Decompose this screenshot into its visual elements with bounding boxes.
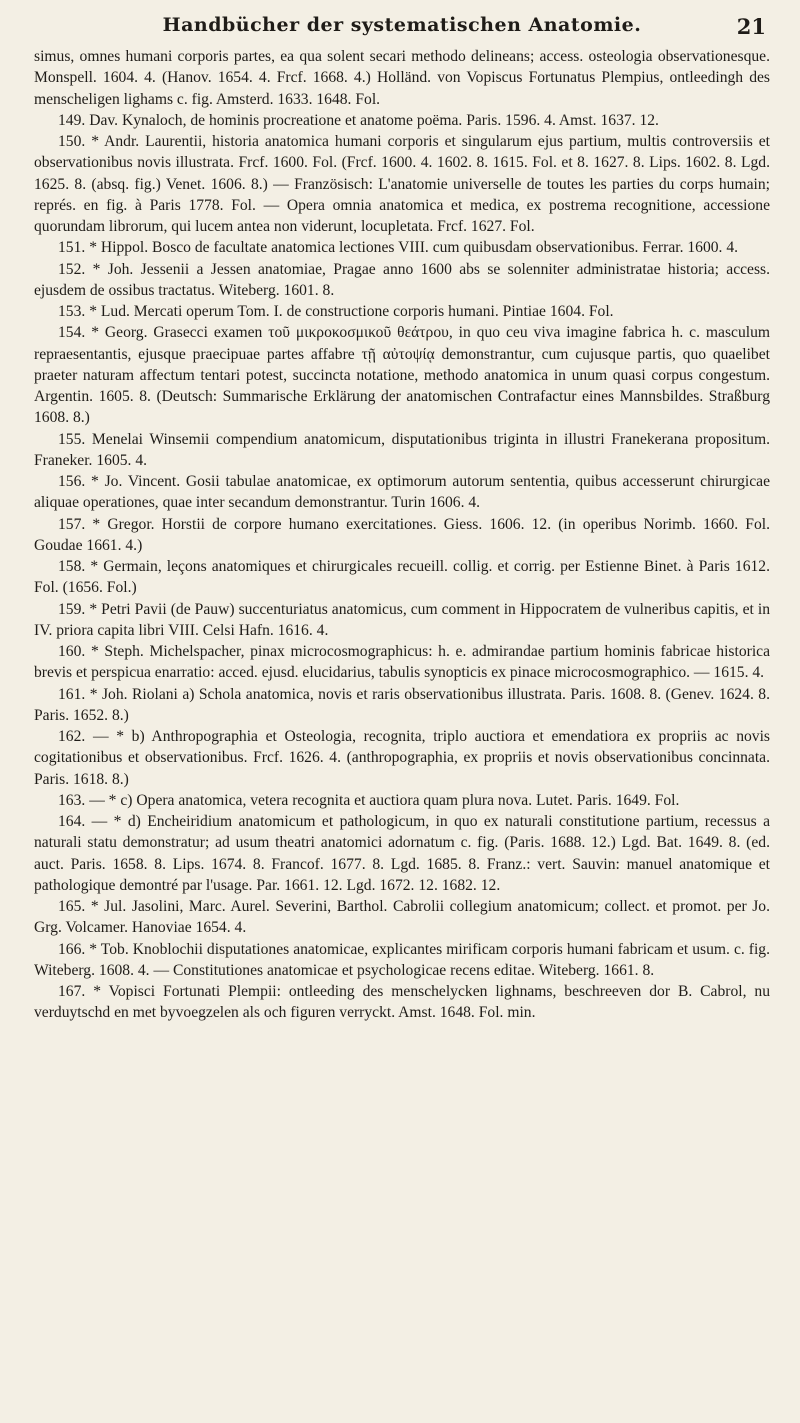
bibliography-entry: 155. Menelai Winsemii compendium anatomicum, disputationibus triginta in illustri Franekerana propositum. Franeker. 1605. 4. [34,430,770,469]
bibliography-entry: 160. * Steph. Michelspacher, pinax microcosmographicus: h. e. admirandae partium hominis fabricae historica brevis et perspicua enarratio: acced. ejusd. elucidarius, tabulis synopticis ex pinace microcosmographico. — 1615. 4. [34,643,770,682]
bibliography-entry: 167. * Vopisci Fortunati Plempii: ontleeding des menschelycken lighnams, beschreeven dor B. Cabrol, nu verduytschd en met byvoegzelen als och figuren verryckt. Amst. 1648. Fol. min. [34,983,770,1022]
bibliography-entry: 159. * Petri Pavii (de Pauw) succenturiatus anatomicus, cum comment in Hippocratem de vulneribus capitis, et in IV. priora capita libri VIII. Celsi Hafn. 1616. 4. [34,600,770,639]
bibliography-entry: 164. — * d) Encheiridium anatomicum et pathologicum, in quo ex naturali constitutione partium, recessus a naturali statu demonstratur; ad usum theatri anatomici adornatum c. fig. (Paris. 1688. 12.) Lgd. Bat. 1649. 8. (ed. auct. Paris. 1658. 8. Lips. 1674. 8. Francof. 1677. 8. Lgd. 1685. 8. Franz.: vert. Sauvin: manuel anatomique et pathologique demontré par l'usage. Par. 1661. 12. Lgd. 1672. 12. 1682. 12. [34,813,770,894]
bibliography-entry: 163. — * c) Opera anatomica, vetera recognita et auctiora quam plura nova. Lutet. Paris. 1649. Fol. [58,791,680,809]
bibliography-entry: 152. * Joh. Jessenii a Jessen anatomiae, Pragae anno 1600 abs se solenniter administratae historia; access. ejusdem de ossibus tractatus. Witeberg. 1601. 8. [34,260,770,299]
bibliography-entry: 153. * Lud. Mercati operum Tom. I. de constructione corporis humani. Pintiae 1604. Fol. [58,303,614,320]
bibliography-entry: 161. * Joh. Riolani a) Schola anatomica, novis et raris observationibus illustrata. Paris. 1608. 8. (Genev. 1624. 8. Paris. 1652. 8.) [34,685,770,724]
bibliography-entry: 166. * Tob. Knoblochii disputationes anatomicae, explicantes mirificam corporis humani fabricam et usum. c. fig. Witeberg. 1608. 4. — Constitutiones anatomicae et psychologicae recens editae. Witeberg. 1661. 8. [34,940,770,979]
page-number: 21 [736,14,766,39]
running-head [34,14,770,46]
bibliography-entry: 165. * Jul. Jasolini, Marc. Aurel. Severini, Barthol. Cabrolii collegium anatomicum; collect. et promot. per Jo. Grg. Volcamer. Hanoviae 1654. 4. [34,898,770,937]
bibliography-entry: 149. Dav. Kynaloch, de hominis procreatione et anatome poëma. Paris. 1596. 4. Amst. 1637. 12. [58,111,659,129]
running-title: Handbücher der systematischen Anatomie. [162,14,642,36]
bibliography-entry: 150. * Andr. Laurentii, historia anatomica humani corporis et singularum ejus partium, multis controversiis et observationibus novis illustrata. Frcf. 1600. Fol. (Frcf. 1600. 4. 1602. 8. 1615. Fol. et 8. 1627. 8. Lips. 1602. 8. Lgd. 1625. 8. (absq. fig.) Venet. 1606. 8.) — Französisch: L'anatomie universelle de toutes les parties du corps humain; représ. en fig. à Paris 1778. Fol. — Opera omnia anatomica et medica, ex postrema recognitione, accessione quorundam librorum, qui lucem antea non viderunt, locupletata. Frcf. 1627. Fol. [34,133,770,235]
bibliography-entry: 154. * Georg. Grasecci examen τοῦ μικροκοσμικοῦ θεάτρου, in quo ceu viva imagine fabrica h. c. masculum repraesentantis, ejusque praecipuae partes affabre τῇ αὐτοψίᾳ demonstrantur, cum cujusque partis, quo quaelibet praeter naturam affectum tentari potest, succincta notatione, methodo anatomica in unum quasi corpus congestum. Argentin. 1605. 8. (Deutsch: Summarische Erklärung der anatomischen Contrafactur eines Mannsbildes. Straßburg 1608. 8.) [34,324,770,427]
bibliography-entry: 151. * Hippol. Bosco de facultate anatomica lectiones VIII. cum quibusdam observationibus. Ferrar. 1600. 4. [58,239,739,257]
bibliography-entry: 156. * Jo. Vincent. Gosii tabulae anatomicae, ex optimorum autorum sententia, quibus accesserunt chirurgicae aliquae operationes, quae inter secandum demonstrantur. Turin 1606. 4. [34,473,770,512]
bibliography-entry: 157. * Gregor. Horstii de corpore humano exercitationes. Giess. 1606. 12. (in operibus Norimb. 1660. Fol. Goudae 1661. 4.) [34,515,770,554]
bibliography-entry: 162. — * b) Anthropographia et Osteologia, recognita, triplo auctiora et emendatiora ex propriis ac novis cogitationibus et observationibus. Frcf. 1626. 4. (anthropographia, ex propriis et novis observationibus concinnata. Paris. 1618. 8.) [34,728,770,788]
bibliography-text [34,46,770,1024]
bibliography-entry: 158. * Germain, leçons anatomiques et chirurgicales recueill. collig. et corrig. per Estienne Binet. à Paris 1612. Fol. (1656. Fol.) [34,558,770,597]
continued-entry: simus, omnes humani corporis partes, ea qua solent secari methodo delineans; access. osteologia observationesque. Monspell. 1604. 4. (Hanov. 1654. 4. Frcf. 1668. 4.) Holländ. von Vopiscus Fortunatus Plempius, ontleedingh des menscheligen lighams c. fig. Amsterd. 1633. 1648. Fol. [34,48,770,108]
